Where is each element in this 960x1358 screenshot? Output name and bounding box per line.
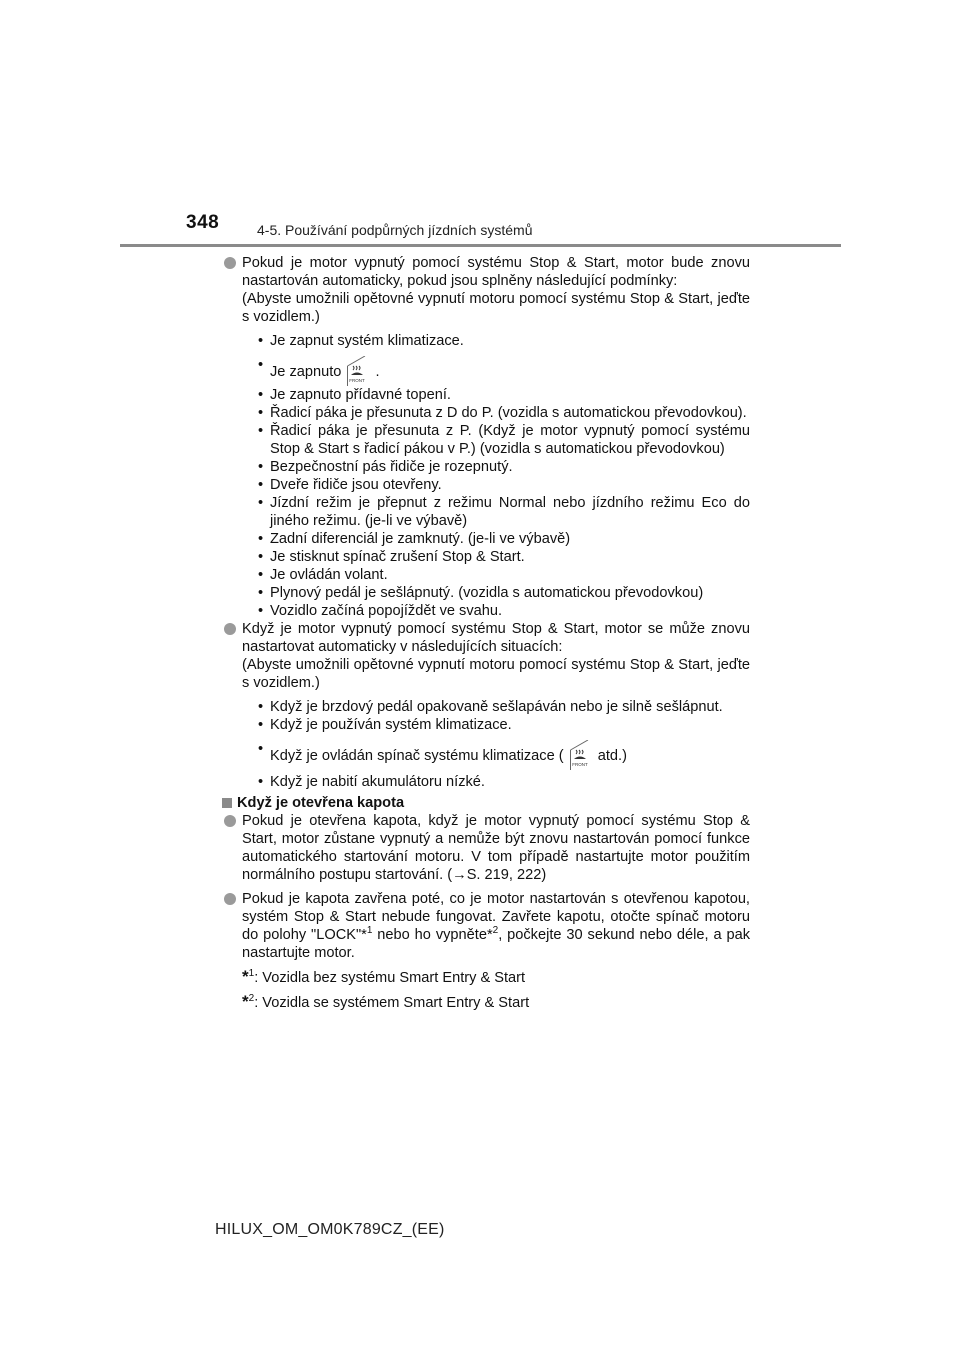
list-item: • Je stisknut spínač zrušení Stop & Start. bbox=[258, 548, 750, 566]
list-item-text: Když je ovládán spínač systému klimatizace ( bbox=[270, 748, 564, 764]
restart-conditions bbox=[222, 254, 750, 620]
svg-text:FRONT: FRONT bbox=[349, 378, 366, 383]
list-item: • Řadicí páka je přesunuta z P. (Když je motor vypnutý pomocí systému Stop & Start s řadicí pákou v P.) (vozidla s automatickou převodovkou) bbox=[258, 422, 750, 458]
page-content bbox=[222, 254, 750, 1012]
hood-open-paragraph: Pokud je otevřena kapota, když je motor vypnutý pomocí systému Stop & Start, motor zůstane vypnutý a nemůže být znovu nastartován pomocí funkce automatického startování motoru. V tom případě nastartujte motor použitím normálního postupu startování. (→S. 219, 222) bbox=[222, 812, 750, 884]
list-item: • Je zapnut systém klimatizace. bbox=[258, 332, 750, 350]
list-item bbox=[258, 740, 750, 770]
front-defogger-icon bbox=[570, 740, 592, 770]
restart-note: (Abyste umožnili opětovné vypnutí motoru pomocí systému Stop & Start, jeďte s vozidlem.) bbox=[242, 291, 750, 325]
document-code: HILUX_OM_OM0K789CZ_(EE) bbox=[215, 1221, 445, 1238]
auto-restart-situations bbox=[222, 620, 750, 791]
bullet-dot-icon bbox=[224, 623, 236, 635]
section-title: 4-5. Používání podpůrných jízdních systémů bbox=[257, 222, 533, 238]
svg-text:FRONT: FRONT bbox=[571, 762, 588, 767]
restart-intro: Pokud je motor vypnutý pomocí systému Stop & Start, motor bude znovu nastartován automaticky, pokud jsou splněny následující podmínky: bbox=[242, 255, 750, 289]
list-item-suffix: . bbox=[375, 364, 380, 380]
bullet-dot-icon bbox=[224, 815, 236, 827]
list-item bbox=[258, 356, 750, 386]
list-item: • Zadní diferenciál je zamknutý. (je-li ve výbavě) bbox=[258, 530, 750, 548]
list-item: • Když je brzdový pedál opakovaně sešlapáván nebo je silně sešlápnut. bbox=[258, 698, 750, 716]
header-divider bbox=[120, 244, 841, 247]
list-item: • Když je používán systém klimatizace. bbox=[258, 716, 750, 734]
list-item: • Když je nabití akumulátoru nízké. bbox=[258, 773, 750, 791]
footnote-2: *$^2$: Vozidla se systémem Smart Entry & Start bbox=[242, 992, 530, 1011]
auto-restart-intro: Když je motor vypnutý pomocí systému Stop & Start, motor se může znovu nastartovat automaticky v následujících situacích: bbox=[242, 621, 750, 655]
front-defogger-icon bbox=[347, 356, 369, 386]
bullet-dot-icon bbox=[224, 257, 236, 269]
list-item: • Je zapnuto přídavné topení. bbox=[258, 386, 750, 404]
list-item: • Dveře řidiče jsou otevřeny. bbox=[258, 476, 750, 494]
list-item-suffix: atd.) bbox=[597, 748, 627, 764]
list-item: • Řadicí páka je přesunuta z D do P. (vozidla s automatickou převodovkou). bbox=[258, 404, 750, 422]
auto-restart-note: (Abyste umožnili opětovné vypnutí motoru pomocí systému Stop & Start, jeďte s vozidlem.) bbox=[242, 657, 750, 691]
footnote-1: *$^1$: Vozidla bez systému Smart Entry & Start bbox=[242, 967, 526, 986]
hood-closed-paragraph: Pokud je kapota zavřena poté, co je motor nastartován s otevřenou kapotou, systém Stop & Start nebude fungovat. Zavřete kapotu, otočte spínač motoru do polohy "LOCK"*$^1$ nebo ho vypněte*$^2$, počkejte 30 sekund nebo déle, a pak nastartujte motor. bbox=[222, 890, 750, 962]
page-number: 348 bbox=[186, 212, 220, 233]
list-item: • Plynový pedál je sešlápnutý. (vozidla s automatickou převodovkou) bbox=[258, 584, 750, 602]
bullet-dot-icon bbox=[224, 893, 236, 905]
list-item-text: Je zapnuto bbox=[270, 364, 342, 380]
list-item: • Je ovládán volant. bbox=[258, 566, 750, 584]
restart-conditions-list bbox=[258, 332, 750, 620]
list-item: • Vozidlo začíná popojíždět ve svahu. bbox=[258, 602, 750, 620]
list-item: • Bezpečnostní pás řidiče je rozepnutý. bbox=[258, 458, 750, 476]
section-square-icon bbox=[222, 798, 232, 808]
hood-open-heading: Když je otevřena kapota bbox=[222, 794, 750, 812]
list-item: • Jízdní režim je přepnut z režimu Normal nebo jízdního režimu Eco do jiného režimu. (je-li ve výbavě) bbox=[258, 494, 750, 530]
auto-restart-list bbox=[258, 698, 750, 791]
